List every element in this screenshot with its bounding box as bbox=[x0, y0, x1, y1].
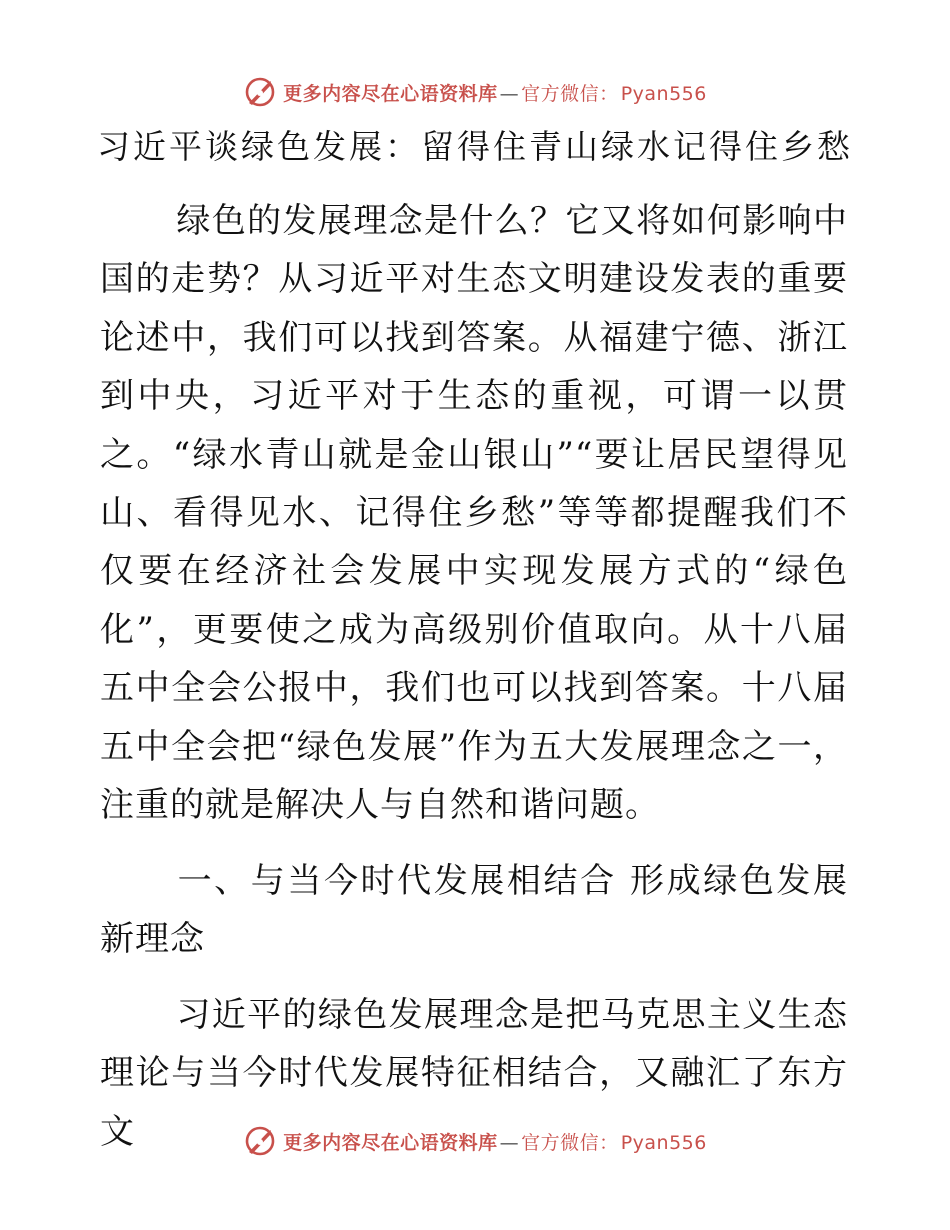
watermark-site: 更多内容尽在心语资料库 bbox=[283, 82, 498, 105]
watermark-text bbox=[283, 79, 707, 106]
watermark-handle: Pyan556 bbox=[620, 82, 707, 105]
section-heading-1-text: 一、与当今时代发展相结合 形成绿色发展新理念 bbox=[100, 861, 848, 960]
paragraph-section-1-text: 习近平的绿色发展理念是把马克思主义生态理论与当今时代发展特征相结合，又融汇了东方文 bbox=[100, 995, 848, 1152]
watermark-separator: — bbox=[499, 1131, 520, 1154]
watermark-banner-bottom bbox=[0, 1121, 950, 1161]
watermark-text bbox=[283, 1128, 707, 1155]
section-heading-1 bbox=[100, 852, 848, 969]
watermark-separator: — bbox=[499, 82, 520, 105]
document-title: 习近平谈绿色发展：留得住青山绿水记得住乡愁 bbox=[97, 127, 853, 166]
watermark-site: 更多内容尽在心语资料库 bbox=[283, 1131, 498, 1154]
paragraph-intro-text: 绿色的发展理念是什么？它又将如何影响中国的走势？从习近平对生态文明建设发表的重要论述中，我们可以找到答案。从福建宁德、浙江到中央，习近平对于生态的重视，可谓一以贯之。“绿水青山就是金山银山”“要让居民望得见山、看得见水、记得住乡愁”等等都提醒我们不仅要在经济社会发展中实现发展方式的“绿色化”，更要使之成为高级别价值取向。从十八届五中全会公报中，我们也可以找到答案。十八届五中全会把“绿色发展”作为五大发展理念之一，注重的就是解决人与自然和谐问题。 bbox=[100, 201, 848, 826]
pen-logo-icon bbox=[243, 1124, 277, 1158]
watermark-label: 官方微信： bbox=[521, 1131, 619, 1154]
paragraph-intro bbox=[100, 192, 848, 834]
watermark-handle: Pyan556 bbox=[620, 1131, 707, 1154]
watermark-label: 官方微信： bbox=[521, 82, 619, 105]
watermark-banner-top bbox=[0, 72, 950, 112]
pen-logo-icon bbox=[243, 75, 277, 109]
